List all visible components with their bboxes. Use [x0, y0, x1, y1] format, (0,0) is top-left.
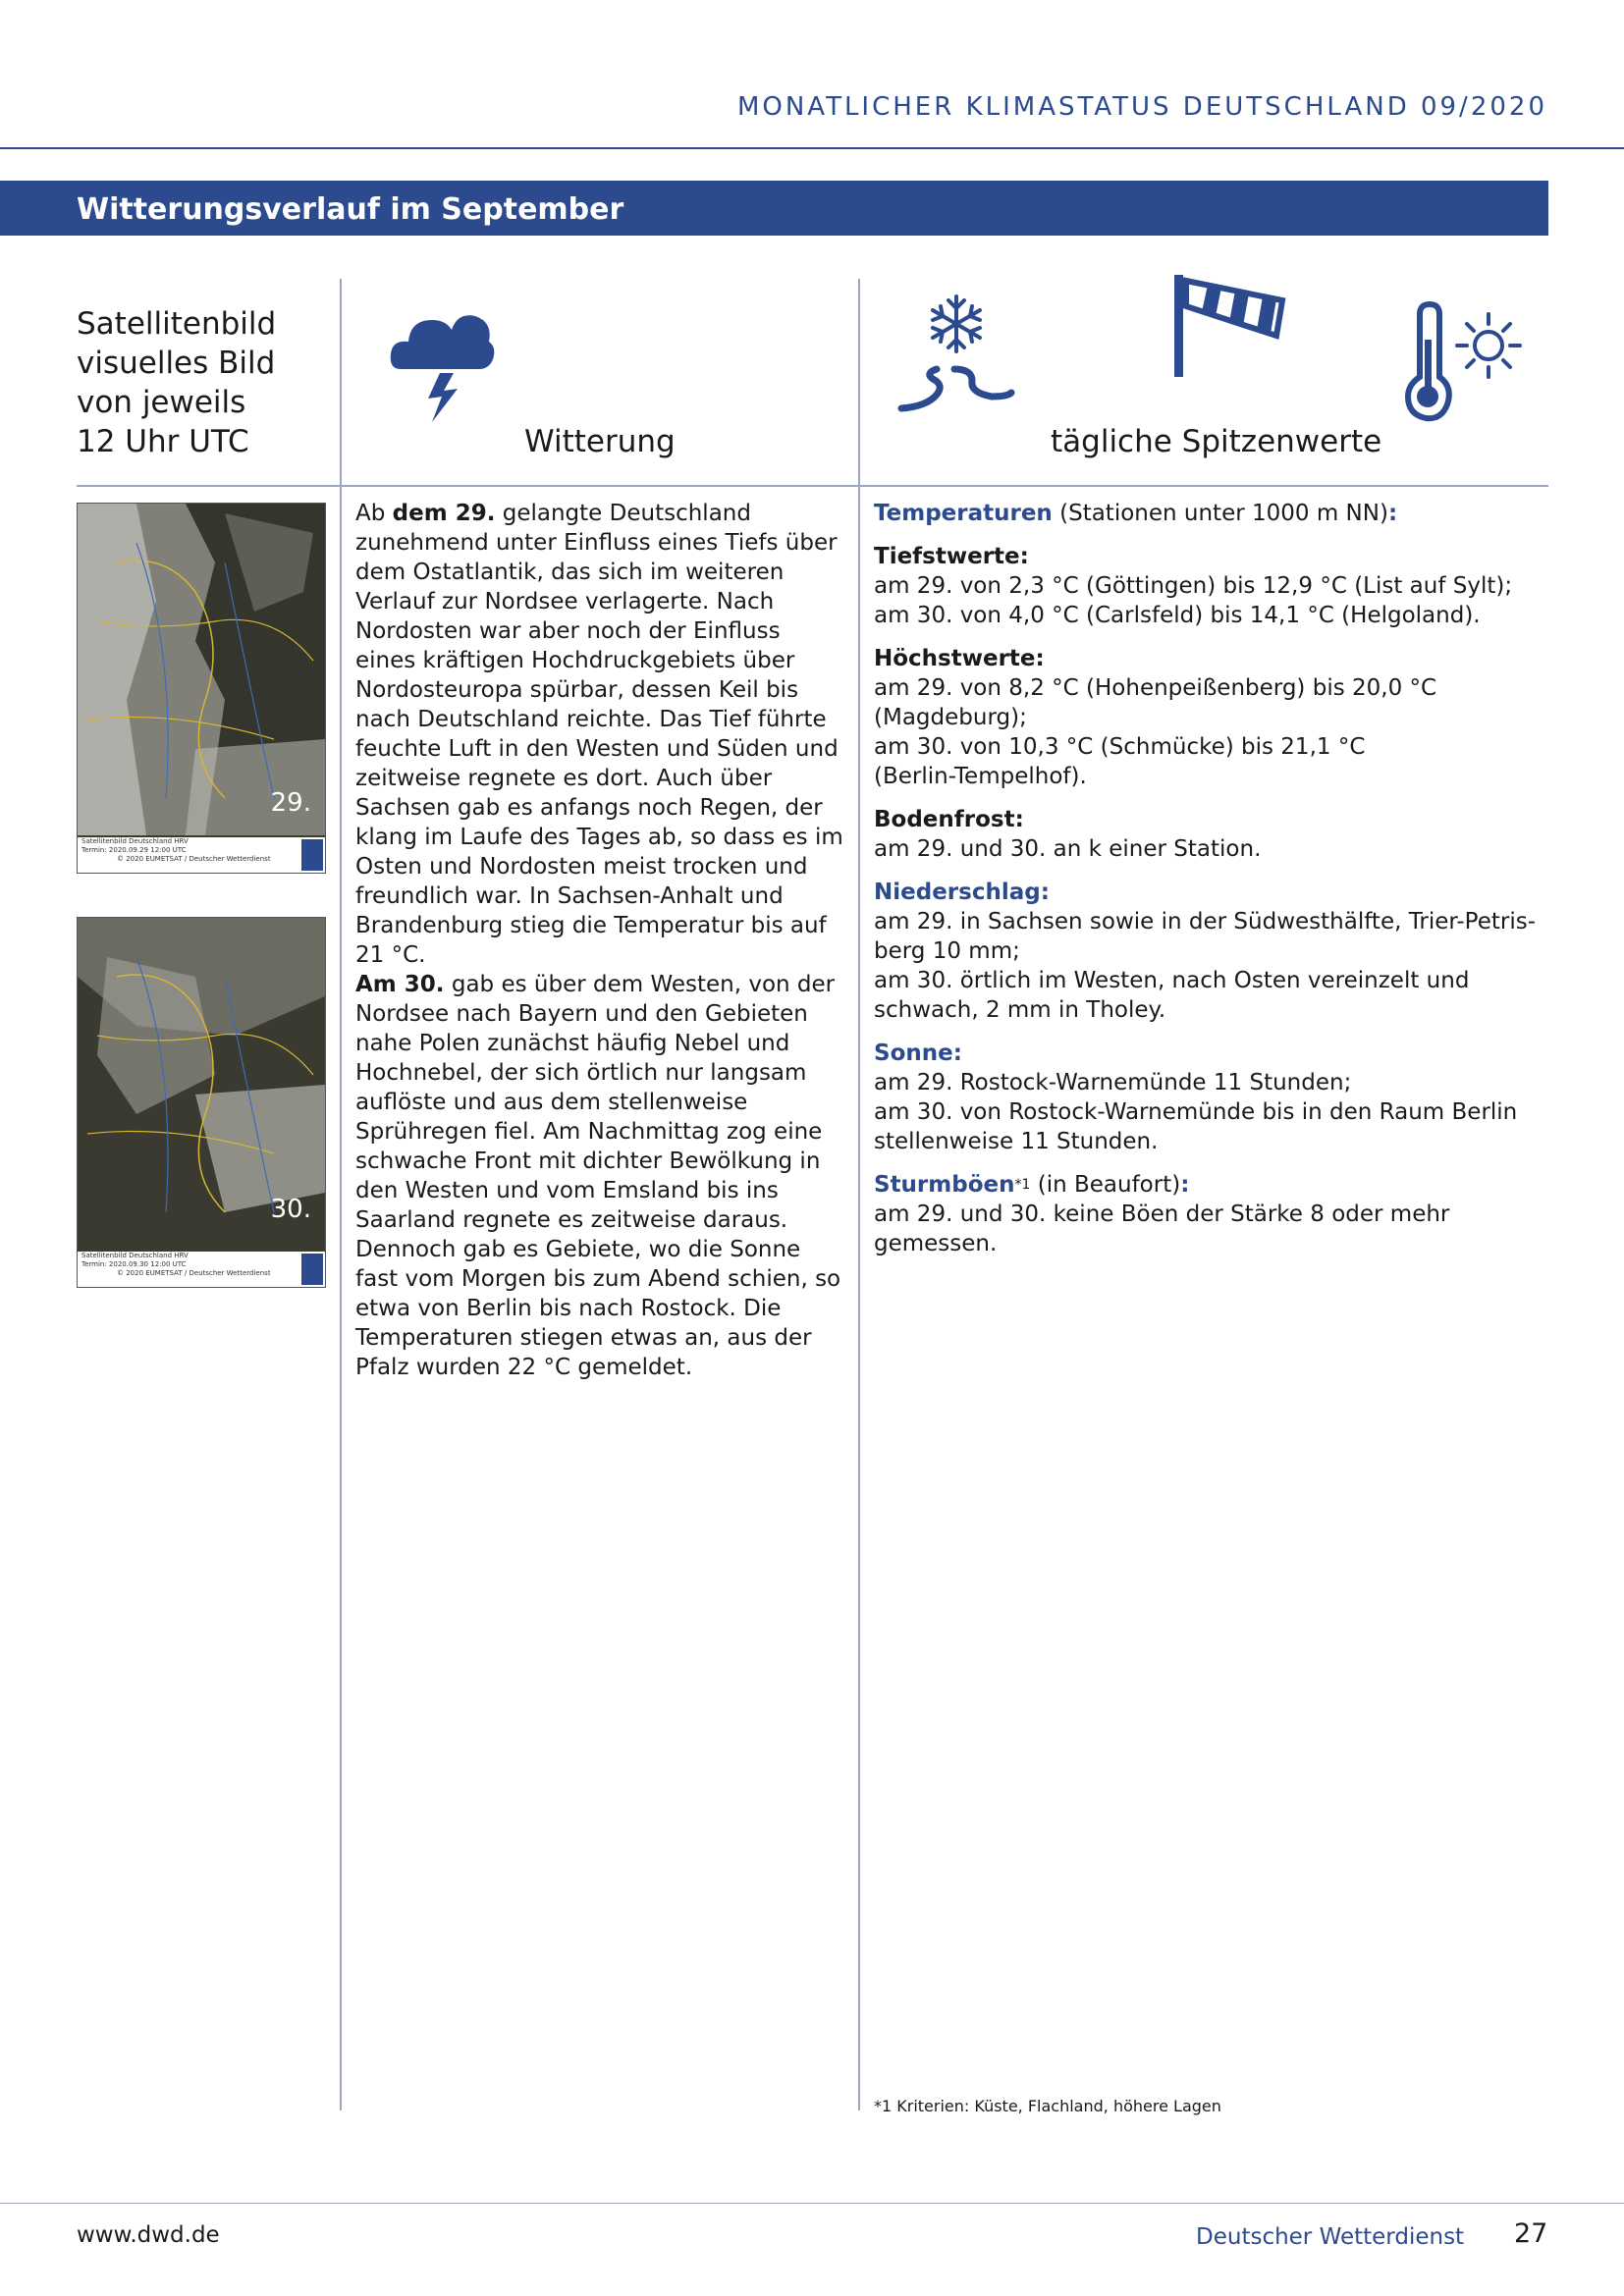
- sun-block: [874, 1039, 1542, 1156]
- column-divider-2: [858, 279, 860, 2110]
- dwd-logo: [301, 1254, 323, 1285]
- table-header-rule: [77, 485, 1548, 487]
- satellite-day-label: 30.: [270, 1195, 311, 1224]
- thunderstorm-cloud-icon: [389, 291, 497, 428]
- footer-organization: Deutscher Wetterdienst: [1196, 2224, 1465, 2250]
- section-title: Witterungsverlauf im September: [77, 192, 624, 227]
- precip-line: schwach, 2 mm in Tholey.: [874, 997, 1166, 1023]
- max-block: [874, 644, 1542, 791]
- precip-heading: Niederschlag:: [874, 880, 1050, 905]
- precip-line: am 29. in Sachsen sowie in der Südwesthälfte, Trier-Petris-: [874, 909, 1537, 934]
- gust-heading-row: [874, 1170, 1542, 1200]
- precip-block: [874, 878, 1542, 1025]
- temperature-colon: :: [1387, 501, 1398, 526]
- frost-block: [874, 805, 1542, 864]
- weather-column-heading: Witterung: [524, 424, 676, 459]
- peak-values: [874, 499, 1542, 1272]
- gust-block: [874, 1170, 1542, 1258]
- max-line: am 29. von 8,2 °C (Hohenpeißenberg) bis 20,0 °C: [874, 675, 1437, 701]
- thermometer-sun-icon: [1398, 300, 1526, 428]
- min-block: [874, 542, 1542, 630]
- min-line: am 30. von 4,0 °C (Carlsfeld) bis 14,1 °C (Helgoland).: [874, 603, 1481, 628]
- satellite-heading-line: Satellitenbild: [77, 306, 277, 342]
- gust-line: am 29. und 30. keine Böen der Stärke 8 oder mehr: [874, 1201, 1450, 1227]
- weather-p2-text: gab es über dem Westen, von der Nordsee nach Bayern und den Gebieten nahe Polen zunächst häufig Nebel und Hochnebel, der sich örtlich nur langsam auflöste und aus dem stellenweise Sprühregen fiel. Am Nachmittag zog eine schwache Front mit dichter Bewölkung in den Westen und vom Emsland bis ins Saarland regnete es zeitweise daraus. Dennoch gab es Gebiete, wo die Sonne fast vom Morgen bis zum Abend schien, so etwa von Berlin bis nach Rostock. Die Temperaturen stiegen etwas an, aus der Pfalz wurden 22 °C gemeldet.: [355, 972, 841, 1380]
- satellite-caption-line: Satellitenbild Deutschland HRV: [81, 837, 189, 845]
- header-rule: [0, 147, 1624, 149]
- satellite-day-label: 29.: [270, 788, 311, 818]
- min-line: am 29. von 2,3 °C (Göttingen) bis 12,9 °C (List auf Sylt);: [874, 573, 1513, 599]
- gust-footnote-marker: *1: [1014, 1177, 1031, 1193]
- section-banner: [0, 181, 1548, 236]
- weather-p1-date: dem 29.: [392, 501, 496, 526]
- footer-rule: [0, 2203, 1624, 2204]
- satellite-caption-line: © 2020 EUMETSAT / Deutscher Wetterdienst: [117, 855, 271, 863]
- snow-road-icon: [897, 291, 1015, 416]
- temperature-block: [874, 499, 1542, 528]
- satellite-caption: [78, 1252, 325, 1287]
- temperature-note: (Stationen unter 1000 m NN): [1052, 501, 1388, 526]
- gust-line: gemessen.: [874, 1231, 998, 1256]
- gust-heading: Sturmböen: [874, 1172, 1015, 1198]
- satellite-heading-line: 12 Uhr UTC: [77, 424, 249, 459]
- satellite-caption-line: Termin: 2020.09.30 12:00 UTC: [81, 1260, 187, 1268]
- gust-note: (in Beaufort): [1030, 1172, 1181, 1198]
- satellite-caption: [78, 837, 325, 873]
- max-line: (Berlin-Tempelhof).: [874, 764, 1087, 789]
- satellite-heading-line: visuelles Bild: [77, 346, 276, 381]
- sun-line: am 30. von Rostock-Warnemünde bis in den Raum Berlin: [874, 1099, 1518, 1125]
- column-divider-1: [340, 279, 342, 2110]
- satellite-map: [78, 504, 325, 835]
- footnote: *1 Kriterien: Küste, Flachland, höhere Lagen: [874, 2097, 1221, 2115]
- satellite-image-29: [77, 503, 326, 874]
- weather-p1-text: gelangte Deutschland zunehmend unter Einfluss eines Tiefs über dem Ostatlantik, das sich im weiteren Verlauf zur Nordsee verlagerte. Nach Nordosten war aber noch der Einfluss eines kräftigen Hochdruckgebiets über Nordosteuropa spürbar, dessen Keil bis nach Deutschland reichte. Das Tief führte feuchte Luft in den Westen und Süden und zeitweise regnete es dort. Auch über Sachsen gab es anfangs noch Regen, der klang im Laufe des Tages ab, so dass es im Osten und Nordosten meist trocken und freundlich war. In Sachsen-Anhalt und Brandenburg stieg die Temperatur bis auf 21 °C.: [355, 501, 843, 968]
- satellite-caption-line: Satellitenbild Deutschland HRV: [81, 1252, 189, 1259]
- max-heading: Höchstwerte:: [874, 646, 1045, 671]
- precip-line: berg 10 mm;: [874, 938, 1020, 964]
- satellite-heading-line: von jeweils: [77, 385, 246, 420]
- frost-line: am 29. und 30. an k einer Station.: [874, 836, 1262, 862]
- max-line: (Magdeburg);: [874, 705, 1027, 730]
- peaks-column-heading: tägliche Spitzenwerte: [1051, 424, 1382, 459]
- min-heading: Tiefstwerte:: [874, 544, 1029, 569]
- satellite-column-heading: [77, 304, 276, 461]
- page-number: 27: [1514, 2218, 1548, 2249]
- sun-heading: Sonne:: [874, 1041, 962, 1066]
- temperature-heading: Temperaturen: [874, 501, 1053, 526]
- satellite-caption-line: © 2020 EUMETSAT / Deutscher Wetterdienst: [117, 1269, 271, 1277]
- max-line: am 30. von 10,3 °C (Schmücke) bis 21,1 °C: [874, 734, 1366, 760]
- footer-url[interactable]: www.dwd.de: [77, 2222, 220, 2248]
- weather-p2-date: Am 30.: [355, 972, 445, 997]
- dwd-logo: [301, 839, 323, 871]
- report-title: MONATLICHER KLIMASTATUS DEUTSCHLAND 09/2020: [736, 92, 1547, 122]
- satellite-caption-line: Termin: 2020.09.29 12:00 UTC: [81, 846, 187, 854]
- weather-p1-prefix: Ab: [355, 501, 393, 526]
- weather-description: [355, 499, 846, 1382]
- frost-heading: Bodenfrost:: [874, 807, 1024, 832]
- windsock-icon: [1172, 271, 1290, 379]
- precip-line: am 30. örtlich im Westen, nach Osten vereinzelt und: [874, 968, 1470, 993]
- satellite-image-30: [77, 917, 326, 1288]
- gust-colon: :: [1180, 1172, 1190, 1198]
- sun-line: am 29. Rostock-Warnemünde 11 Stunden;: [874, 1070, 1352, 1095]
- sun-line: stellenweise 11 Stunden.: [874, 1129, 1159, 1154]
